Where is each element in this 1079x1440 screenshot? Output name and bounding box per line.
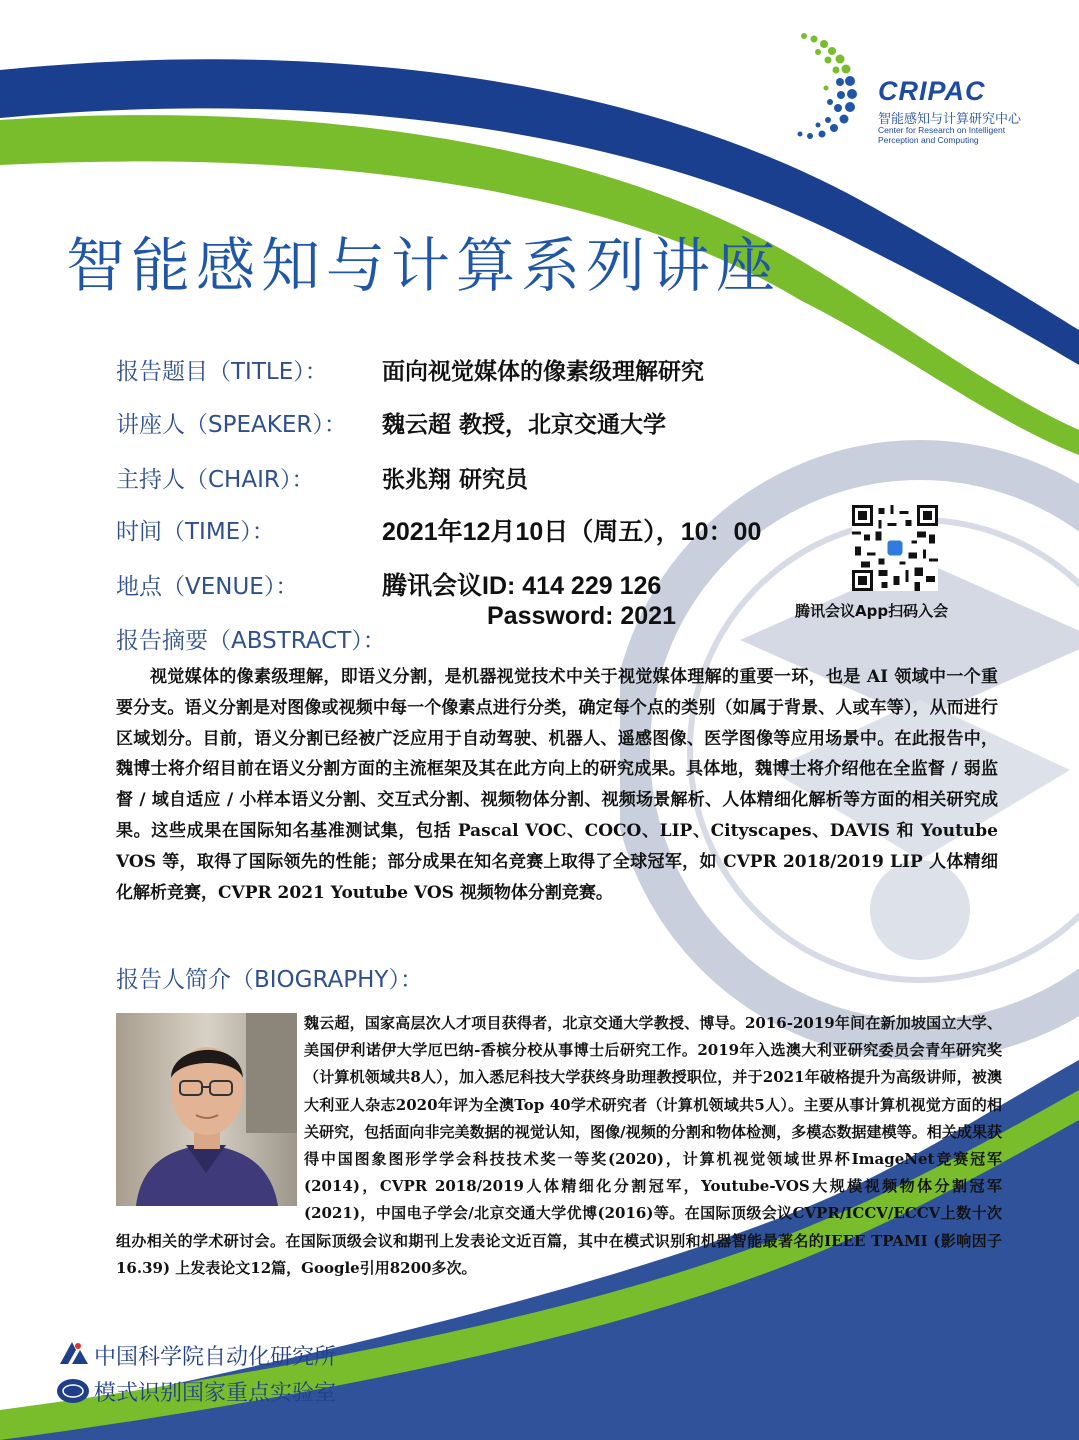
qr-caption: 腾讯会议App扫码入会	[795, 602, 949, 620]
time-label: 时间（TIME）：	[116, 519, 275, 545]
chair-value: 张兆翔 研究员	[382, 467, 529, 493]
bio-block	[116, 1010, 1002, 1282]
abstract-text: 视觉媒体的像素级理解，即语义分割，是机器视觉技术中关于视觉媒体理解的重要一环，也是 AI 领域中一个重要分支。语义分割是对图像或视频中每一个像素点进行分类，确定每个点的类别（如属于背景、人或车等），从而进行区域划分。目前，语义分割已经被广泛应用于自动驾驶、机器人、遥感图像、医学图像等应用场景中。在此报告中，魏博士将介绍目前在语义分割方面的主流框架及其在此方向上的研究成果。具体地，魏博士将介绍他在全监督 / 弱监督 / 域自适应 / 小样本语义分割、交互式分割、视频物体分割、视频场景解析、人体精细化解析等方面的相关研究成果。这些成果在国际知名基准测试集，包括 Pascal VOC、COCO、LIP、Cityscapes、DAVIS 和 Youtube VOS 等，取得了国际领先的性能；部分成果在知名竞赛上取得了全球冠军，如 CVPR 2018/2019 LIP 人体精细化解析竞赛，CVPR 2021 Youtube VOS 视频物体分割竞赛。	[116, 667, 998, 903]
speaker-value: 魏云超 教授，北京交通大学	[382, 412, 667, 438]
title-label: 报告题目（TITLE）：	[116, 359, 328, 385]
speaker-label: 讲座人（SPEAKER）：	[116, 412, 347, 438]
bio-label: 报告人简介（BIOGRAPHY）：	[116, 967, 423, 993]
abstract-label: 报告摘要（ABSTRACT）：	[116, 628, 386, 654]
cripac-logo	[790, 30, 1060, 150]
venue-value: 腾讯会议ID: 414 229 126	[382, 572, 662, 600]
nlpr-logo-icon	[56, 1378, 90, 1404]
bio-text: 魏云超，国家高层次人才项目获得者，北京交通大学教授、博导。2016-2019年间在新加坡国立大学、美国伊利诺伊大学厄巴纳-香槟分校从事博士后研究工作。2019年入选澳大利亚研究委员会青年研究奖（计算机领域共8人），加入悉尼科技大学获终身助理教授职位，并于2021年破格提升为高级讲师，被澳大利亚人杂志2020年评为全澳Top 40学术研究者（计算机领域共5人）。主要从事计算机视觉方面的相关研究，包括面向非完美数据的视觉认知，图像/视频的分割和物体检测，多模态数据建模等。相关成果获得中国图象图形学学会科技技术奖一等奖(2020)，计算机视觉领域世界杯ImageNet竞赛冠军 (2014)，CVPR 2018/2019人体精细化分割冠军，Youtube-VOS大规模视频物体分割冠军(2021)，中国电子学会/北京交通大学优博(2016)等。在国际顶级会议CVPR/ICCV/ECCV上数十次组办相关的学术研讨会。在国际顶级会议和期刊上发表论文近百篇，其中在模式识别和机器智能最著名的IEEE TPAMI (影响因子16.39) 上发表论文12篇，Google引用8200多次。	[116, 1014, 1002, 1277]
password-value: Password: 2021	[487, 602, 676, 630]
cripac-logo-en-line2: Perception and Computing	[878, 135, 979, 145]
time-value: 2021年12月10日（周五），10：00	[382, 518, 762, 546]
footer-org-casia: 中国科学院自动化研究所	[94, 1345, 337, 1370]
title-value: 面向视觉媒体的像素级理解研究	[382, 359, 704, 385]
bio-photo-spacer	[116, 1010, 304, 1210]
venue-label: 地点（VENUE）：	[116, 574, 299, 600]
page-title: 智能感知与计算系列讲座	[66, 231, 782, 300]
cripac-logo-en-line1: Center for Research on Intelligent	[878, 125, 1006, 135]
footer-org-nlpr: 模式识别国家重点实验室	[94, 1381, 337, 1406]
cripac-logo-en	[878, 125, 1005, 145]
cripac-logo-name: CRIPAC	[878, 76, 986, 106]
chair-label: 主持人（CHAIR）：	[116, 467, 315, 493]
qr-code[interactable]	[852, 505, 938, 591]
cripac-logo-cn: 智能感知与计算研究中心	[878, 112, 1022, 127]
cripac-logo-dots	[790, 30, 870, 145]
casia-logo-icon	[56, 1340, 90, 1366]
